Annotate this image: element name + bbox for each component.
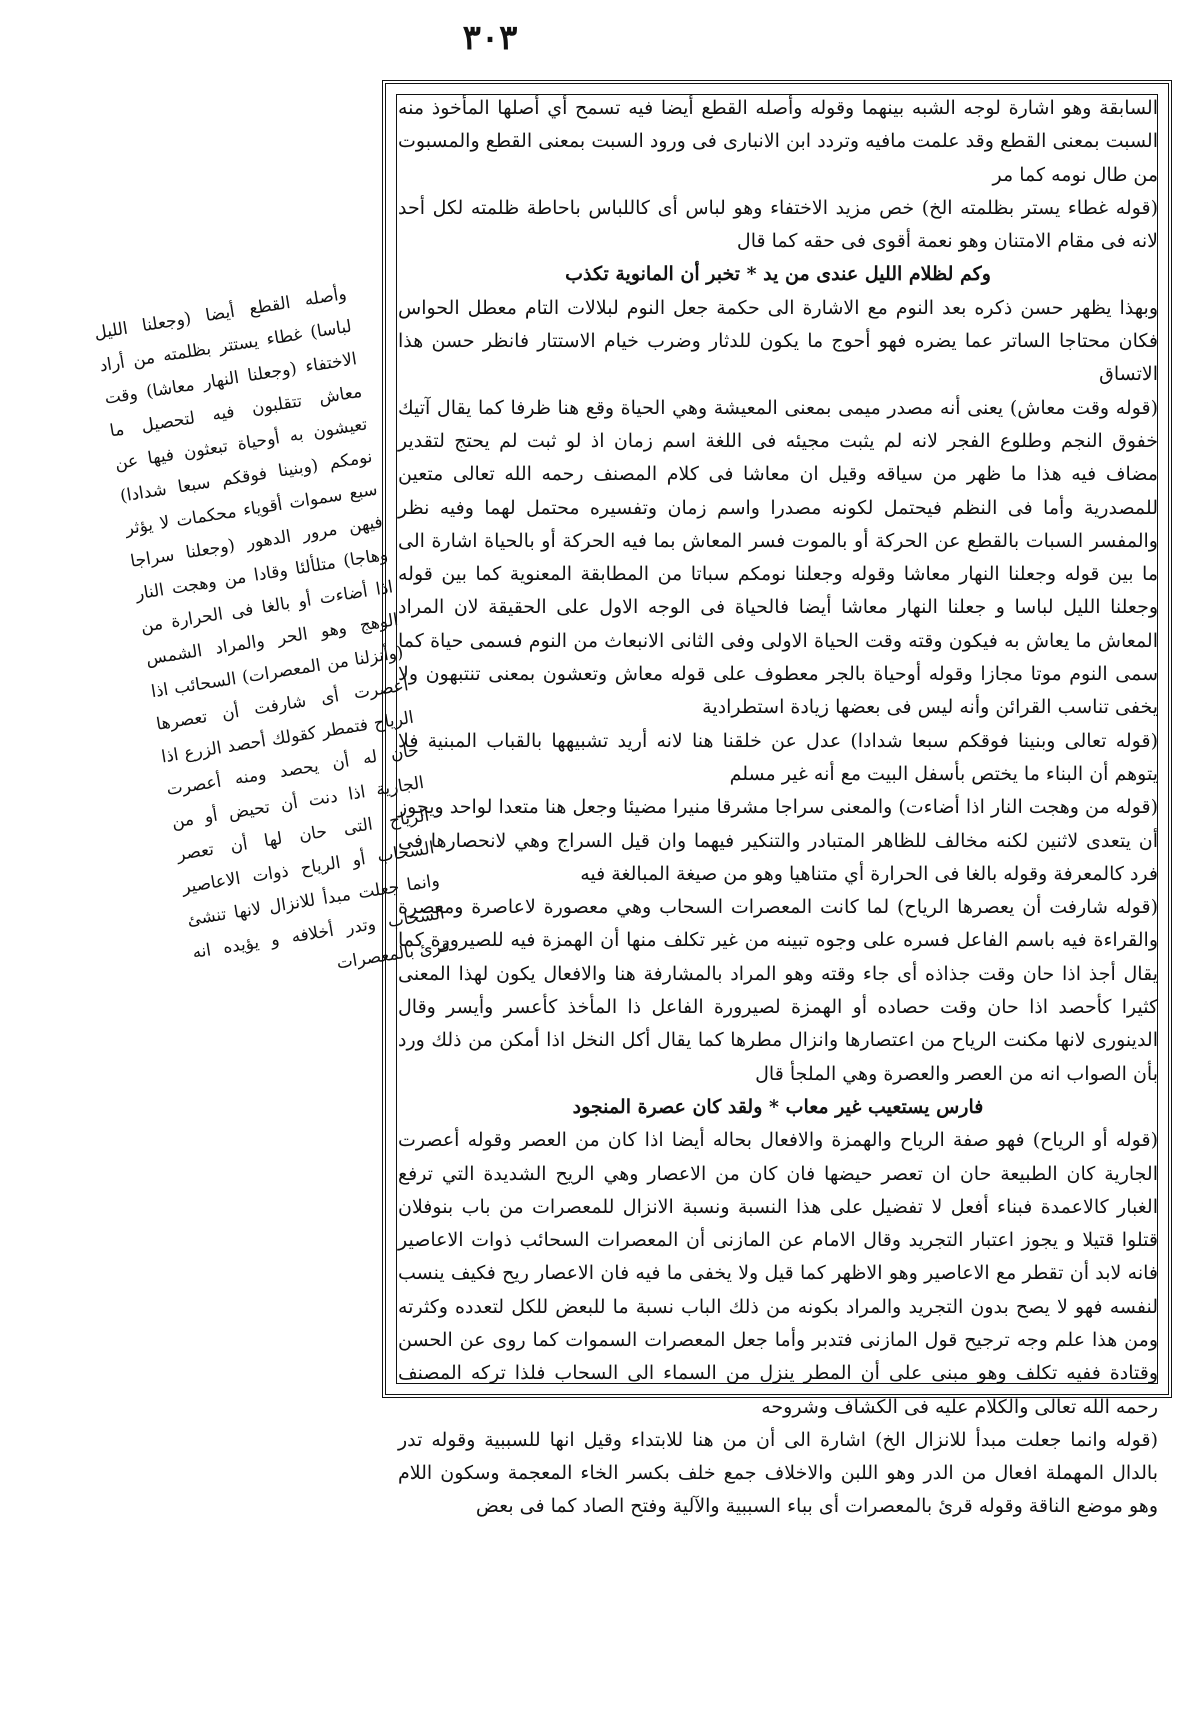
main-paragraph: (قوله تعالى وبنينا فوقكم سبعا شدادا) عدل عن خلقنا هنا لانه أريد تشبيهها بالقباب المبنية فلا يتوهم أن البناء ما يختص بأسفل البيت مع أنه غير مسلم [398,729,1158,785]
page-number: ٣٠٣ [462,18,518,58]
main-text-block [398,92,1159,1518]
margin-note-text: وأصله القطع أيضا (وجعلنا الليل لباسا) غطاء يستتر بظلمته من أراد الاختفاء (وجعلنا النهار معاشا) وقت معاش تتقلبون فيه لتحصيل ما تعيشون به أوحياة تبعثون فيها عن نومكم (وبنينا فوقكم سبعا شدادا) سبع سموات أقوياء محكمات لا يؤثر فيهن مرور الدهور (وجعلنا سراجا وهاجا) متلألئا وقادا من وهجت النار اذا أضاءت أو بالغا فى الحرارة من الوهج وهو الحر والمراد الشمس (وأنزلنا من المعصرات) السحائب اذا أعصرت أى شارفت أن تعصرها الرياح فتمطر كقولك أحصد الزرع اذا حان له أن يحصد ومنه أعصرت الجارية اذا دنت أن تحيض أو من الرياح التى حان لها أن تعصر السحاب أو الرياح ذوات الاعاصير وانما جعلت مبدأ للانزال لانها تنشئ السحاب وتدر أخلافه و يؤيده انه قرئ بالمعصرات [92,284,452,974]
main-paragraph: وبهذا يظهر حسن ذكره بعد النوم مع الاشارة الى حكمة جعل النوم لبلالات التام معطل الحواس فكان محتاجا الساتر عما يضره فهو أحوج ما يكون للدثار وضرب خيام الاستتار فانظر حسن هذا الاتساق [398,296,1159,386]
verse-line: فارس يستعيب غير معاب * ولقد كان عصرة المنجود [572,1095,984,1118]
main-paragraph: (قوله أو الرياح) فهو صفة الرياح والهمزة والافعال بحاله أيضا اذا كان من العصر وقوله أعصرت الجارية كان الطبيعة حان ان تعصر حيضها فان كان من الاعصار وهي الريح الشديدة التي ترفع الغبار كالاعمدة فبناء أفعل لا تفضيل على هذا النسبة ونسبة الانزال للمعصرات من باب بنوفلان قتلوا قتيلا و يجوز اعتبار التجريد وقال الامام عن المازنى أن المعصرات السحائب ذوات الاعاصير فانه لابد أن تقطر مع الاعاصير وهو الاظهر كما قيل ولا يخفى ما فيه فان الاعصار ريح فكيف ينسب لنفسه فهو لا يصح بدون التجريد والمراد بكونه من ذلك الباب نسبة ما للبعض للكل لتعدده وكثرته ومن هذا علم وجه ترجيح قول المازنى فتدبر وأما جعل المعصرات السموات كما روى عن الحسن وقتادة ففيه تكلف وهو مبنى على أن المطر ينزل من السماء الى السحاب فلذا تركه المصنف رحمه الله تعالى والكلام عليه فى الكشاف وشروحه [398,1129,1158,1418]
main-paragraph: (قوله وانما جعلت مبدأ للانزال الخ) اشارة الى أن من هنا للابتداء وقيل انها للسببية وقوله تدر بالدال المهملة افعال من الدر وهو اللبن والاخلاف جمع خلف بكسر الخاء المعجمة وسكون اللام وهو موضع الناقة وقوله قرئ بالمعصرات أى بباء السببية والآلية وفتح الصاد كما فى بعض [398,1428,1158,1518]
main-paragraph: (قوله شارفت أن يعصرها الرياح) لما كانت المعصرات السحاب وهي معصورة لاعاصرة ومعصرة والقراءة فيه باسم الفاعل فسره على وجوه تبينه من غير تكلف منها أن الهمزة فيه للصيرورة كما يقال أجذ اذا حان وقت جذاذه أى جاء وقته وهو المراد بالمشارفة هنا والافعال يكون لهذا المعنى كثيرا كأحصد اذا حان وقت حصاده أو الهمزة لصيرورة الفاعل ذا المأخذ كأعسر وأيسر وقال الدينورى لانها مكنت الرياح من اعتصارها وانزال مطرها كما يقال أكل النخل اذا أمكن من ذلك ورد بأن الصواب انه من العصر والعصرة وهي الملجأ قال [398,896,1158,1085]
main-paragraph: (قوله وقت معاش) يعنى أنه مصدر ميمى بمعنى المعيشة وهي الحياة وقع هنا ظرفا كما يقال آتيك خفوق النجم وطلوع الفجر لانه لم يثبت مجيئه فى اللغة اسم زمان اذ لو ثبت لم يحتج لتقدير مضاف فيه هذا ما ظهر من سياقه وقيل ان معاشا فى كلام المصنف رحمه الله تعالى متعين للمصدرية وأما فى النظم فيحتمل لكونه مصدرا واسم زمان وتفسيره محتمل لهما وفيه نظر والمفسر السبات بالقطع عن الحركة أو بالموت فسر المعاش بما فيه الحركة أو بالحياة اشارة الى ما بين قوله وجعلنا النهار معاشا وقوله وجعلنا نومكم سباتا من المطابقة المعنوية كما بين قوله وجعلنا الليل لباسا و جعلنا النهار معاشا أيضا فالحياة فى الوجه الاول على الحقيقة لان المراد المعاش ما يعاش به فيكون وقته وقت الحياة الاولى وفى الثانى الانبعاث من النوم فسمى حياة كما سمى النوم موتا مجازا وقوله أوحياة بالجر معطوف على قوله معاش وتعشون بمعنى تنتبهون ولا يخفى تناسب القرائن وأنه ليس فى بعضها زيادة استطرادية [398,396,1158,719]
verse-line: وكم لظلام الليل عندى من يد * تخبر أن المانوية تكذب [565,263,991,286]
main-paragraph: (قوله غطاء يستر بظلمته الخ) خص مزيد الاختفاء وهو لباس أى كاللباس باحاطة ظلمته لكل أحد لانه فى مقام الامتنان وهو نعمة أقوى فى حقه كما قال [398,196,1158,253]
main-paragraph: السابقة وهو اشارة لوجه الشبه بينهما وقوله وأصله القطع أيضا فيه تسمح أي أصلها المأخوذ منه السبت بمعنى القطع وقد علمت مافيه وتردد ابن الانبارى فى ورود السبت بمعنى القطع والمسبوت من طال نومه كما مر [398,97,1158,186]
main-paragraph: (قوله من وهجت النار اذا أضاءت) والمعنى سراجا مشرقا منيرا مضيئا وجعل هنا متعدا لواحد ويجوز أن يتعدى لاثنين لكنه مخالف للظاهر المتبادر والتنكير فيهما وان قيل السراج وهي لانحصارها فى فرد كالمعرفة وقوله بالغا فى الحرارة أي متناهيا وهو من صيغة المبالغة فيه [398,796,1158,885]
margin-note [70,284,452,974]
